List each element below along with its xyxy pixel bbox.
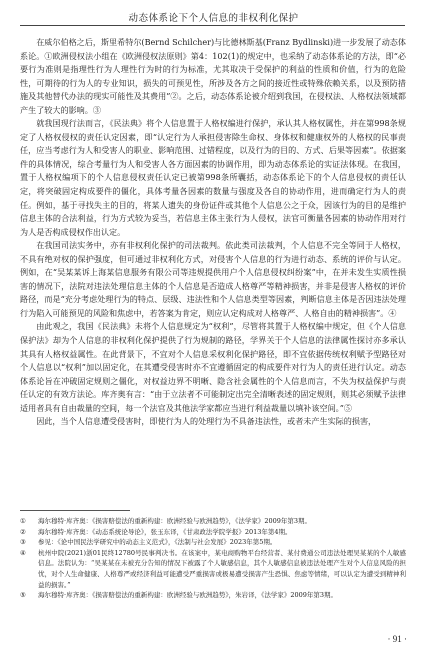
footnote-5 (20, 590, 406, 601)
running-header: 动态体系论下个人信息的非权利化保护 (128, 13, 299, 24)
footnote-3 (20, 537, 406, 548)
paragraph-3: 在我国司法实务中，亦有非权利化保护的司法裁判。依此类司法裁判，个人信息不完全等同于人格权，不具有绝对权的保护强度，但可通过非权利化方式，对侵害个人信息的行为进行动态、系统的评价与认定。例如，在“吴某某诉上海某信息服务有限公司等违规提供用户个人信息侵权纠纷案”中，在并未发生实质性损害的情况下，法院对违法处理信息主体的个人信息是否造成人格尊严等精神损害，并非是侵害人格权的评价路径，而是“充分考虑处理行为的特点、层级、违法性和个人信息类型等因素，判断信息主体是否因违法处理行为陷入可能预见的风险和焦虑中，若答案为肯定，则应认定构成对人格尊严、人格自由的精神损害”。④ (20, 240, 406, 318)
footnote-text: 海尔穆特·库齐奥：《动态系统论导论》，张玉东译，《甘肃政法学院学报》2013年第4期。 (38, 527, 292, 536)
header-rule (20, 25, 405, 26)
footnote-marker: ① (20, 517, 26, 525)
paragraph-4: 由此观之，我国《民法典》未将个人信息规定为“权利”，尽管将其置于人格权编中规定，但《个人信息保护法》却为个人信息的非权利化保护提供了行为规制的路径，学界关于个人信息的法律属性探讨亦多承认其具有人格权益属性。在此背景下，不宜对个人信息采权利化保护路径，即不宜依据传统权利赋予型路径对个人信息以“权利”加以固定化，在其遭受侵害时亦不宜遵循固定的构成要件对行为人的责任进行认定。动态体系论旨在冲破固定规则之僵化，对权益边界不明晰、隐含社会属性的个人信息而言，不失为权益保护与责任认定的有效方法论。库齐奥有言：“由于立法者不可能制定出完全清晰表述的固定规则，则其必须赋予法律适用者具有自由裁量的空间，每一个法官及其他法学家都应当进行利益裁量以填补该空间。”⑤ (20, 321, 406, 413)
footnote-text: 参见：《论中国民法学研究中的动态主义范式》，《法制与社会发展》2023年第5期。 (38, 538, 277, 547)
footnote-marker: ② (20, 527, 26, 536)
paragraph-5: 因此，当个人信息遭受侵害时，即使行为人的处理行为不具备违法性，或者未产生实际的损害， (36, 416, 377, 427)
footnote-marker: ③ (20, 538, 26, 547)
footnote-rule (20, 510, 130, 511)
body-text (20, 36, 406, 429)
footnotes (20, 516, 406, 601)
footnote-4 (20, 548, 406, 590)
footnote-text: 杭州中院(2021)浙01民终12780号民事判决书。在该案中，某电商购物平台经营者、某付费通公司违法处理吴某某的个人敏感信息。法院认为：“吴某某在未被充分告知的情况下被露了个人敏感信息，其个人敏感信息被违法处理产生对个人信息风险的担忧，对个人生命健康、人格尊严或经济利益可能遭受严重损害或极易遭受损害产生恐惧、焦虑等情绪，可以认定为遭受到精神利益的损害。” (38, 548, 406, 589)
footnote-text: 海尔穆特·库齐奥：《损害赔偿法的重新构建：欧洲经验与欧洲趋势》，朱岩译，《法学家》2009年第3期。 (38, 591, 337, 600)
paragraph-2: 就我国现行法而言，《民法典》将个人信息置于人格权编进行保护，承认其人格权属性，并在第998条规定了人格权侵权的责任认定因素，即“认定行为人承担侵害除生命权、身体权和健康权外的人格权的民事责任，应当考虑行为人和受害人的职业、影响范围、过错程度，以及行为的目的、方式、后果等因素”。依据案件的具体情况，综合考量行为人和受害人各方面因素的协调作用，即为动态体系论的实证法体现。在我国，置于人格权编项下的个人信息侵权责任认定已被第998条所囊括，动态体系论下的个人信息侵权的责任认定，将突破固定构成要件的僵化，具体考量各因素的数量与强度及各自的协动作用，进而确定行为人的责任。例如，基于寻找失主的目的，将某人遗失的身份证件或其他个人信息公之于众，因该行为的目的是维护信息主体的合法利益，行为方式较为妥当，若信息主体主张行为人侵权，法官可衡量各因素的协动作用对行为人是否构成侵权作出认定。 (20, 118, 406, 237)
paragraph-1: 在威尔伯格之后，斯里希特尔(Bernd Schilcher)与比德林斯基(Franz Bydlinski)进一步发展了动态体系论。①欧洲侵权法小组在《欧洲侵权法原则》第4：102(1)的规定中，也采纳了动态体系论的方法，即“必要行为准则是指理性行为人理性行为时的行为标准，尤其取决于受保护的利益的性质和价值，行为的危险性，可期待的行为人的专业知识，损失的可预见性，所涉及各方之间的接近性或特殊依赖关系，以及预防措施及其他替代办法的现实可能性及其费用”②。之后，动态体系论被介绍到我国，在侵权法、人格权法领域都产生了较大的影响。③ (20, 37, 406, 115)
footnote-text: 海尔穆特·库齐奥：《损害赔偿法的重新构建：欧洲经验与欧洲趋势》，《法学家》2009年第3期。 (38, 517, 311, 525)
page-number: · 91 · (387, 634, 407, 644)
footnote-marker: ④ (20, 548, 26, 557)
footnote-1 (20, 516, 406, 527)
footnote-2 (20, 527, 406, 538)
footnote-marker: ⑤ (20, 591, 26, 600)
